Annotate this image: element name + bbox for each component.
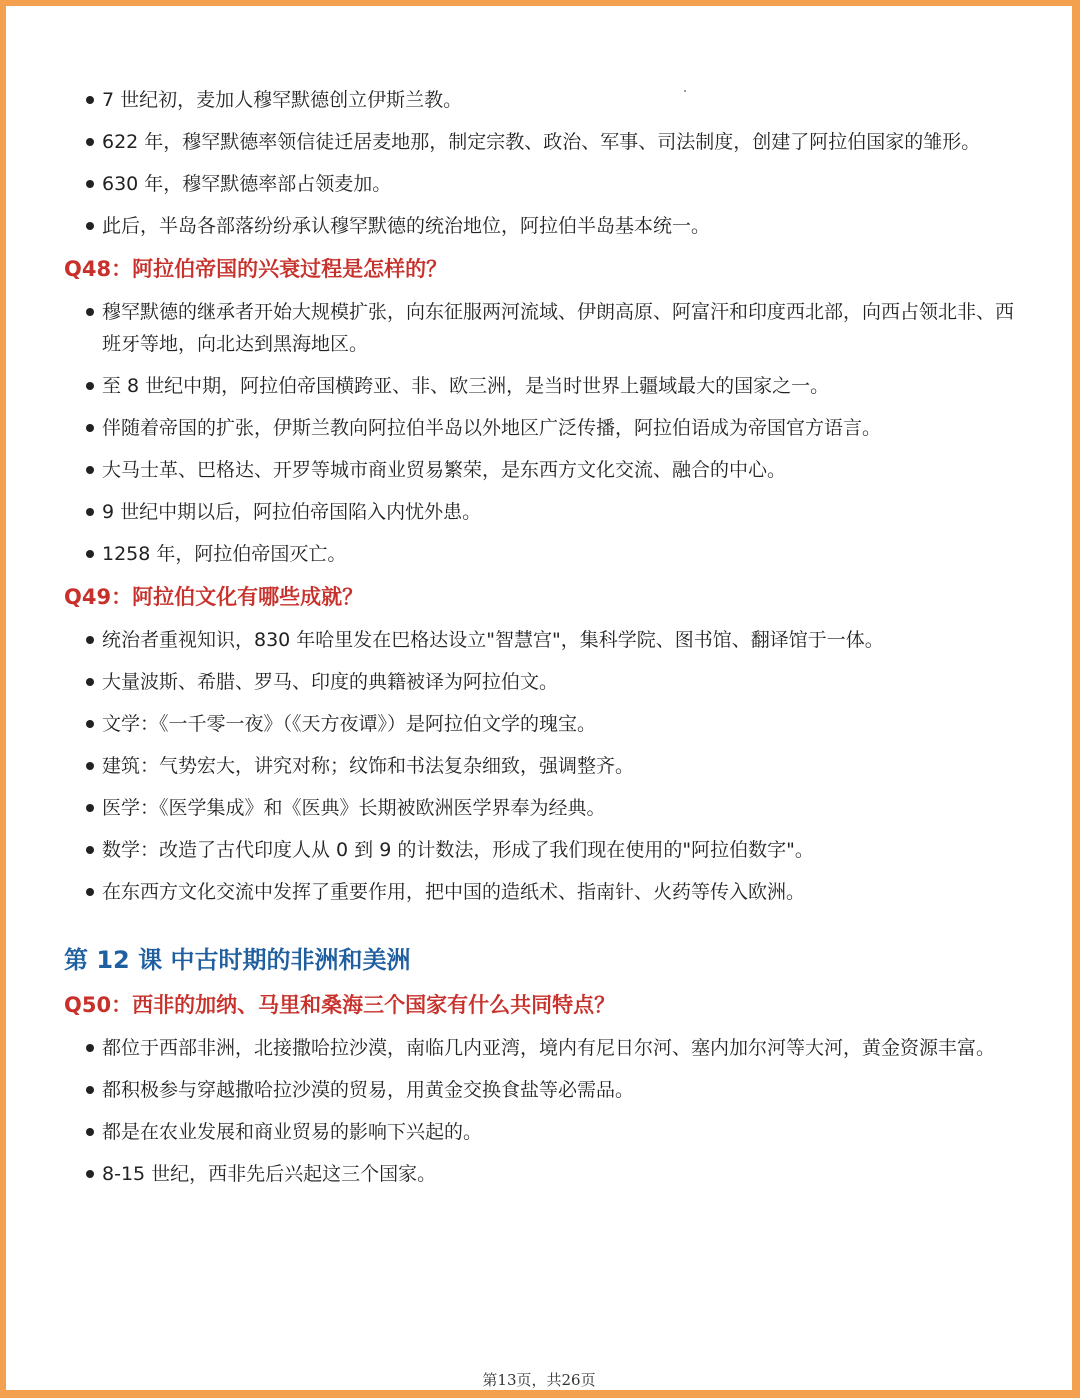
list-item: 都积极参与穿越撒哈拉沙漠的贸易，用黄金交换食盐等必需品。 (62, 1074, 1022, 1106)
q48-list (62, 296, 1022, 570)
intro-list (62, 84, 1022, 242)
question-heading-q50: Q50：西非的加纳、马里和桑海三个国家有什么共同特点？ (64, 993, 616, 1017)
list-item: 在东西方文化交流中发挥了重要作用，把中国的造纸术、指南针、火药等传入欧洲。 (62, 876, 1022, 908)
list-item: 穆罕默德的继承者开始大规模扩张，向东征服两河流域、伊朗高原、阿富汗和印度西北部，向西占领北非、西班牙等地，向北达到黑海地区。 (62, 296, 1022, 360)
list-item: 数学：改造了古代印度人从 0 到 9 的计数法，形成了我们现在使用的"阿拉伯数字"。 (62, 834, 1022, 866)
list-item: 建筑：气势宏大，讲究对称；纹饰和书法复杂细致，强调整齐。 (62, 750, 1022, 782)
list-item: 至 8 世纪中期，阿拉伯帝国横跨亚、非、欧三洲，是当时世界上疆域最大的国家之一。 (62, 370, 1022, 402)
q49-list (62, 624, 1022, 908)
list-item: 9 世纪中期以后，阿拉伯帝国陷入内忧外患。 (62, 496, 1022, 528)
list-item: 此后，半岛各部落纷纷承认穆罕默德的统治地位，阿拉伯半岛基本统一。 (62, 210, 1022, 242)
lesson-heading: 第 12 课 中古时期的非洲和美洲 (64, 946, 411, 974)
document-content (62, 84, 1022, 1200)
document-page (6, 6, 1072, 1390)
list-item: 622 年，穆罕默德率领信徒迁居麦地那，制定宗教、政治、军事、司法制度，创建了阿拉伯国家的雏形。 (62, 126, 1022, 158)
list-item: 大马士革、巴格达、开罗等城市商业贸易繁荣，是东西方文化交流、融合的中心。 (62, 454, 1022, 486)
page-number: 第13页，共26页 (482, 1371, 596, 1389)
list-item: 大量波斯、希腊、罗马、印度的典籍被译为阿拉伯文。 (62, 666, 1022, 698)
list-item: 8-15 世纪，西非先后兴起这三个国家。 (62, 1158, 1022, 1190)
q50-list (62, 1032, 1022, 1190)
list-item: 1258 年，阿拉伯帝国灭亡。 (62, 538, 1022, 570)
list-item: 630 年，穆罕默德率部占领麦加。 (62, 168, 1022, 200)
list-item: 都是在农业发展和商业贸易的影响下兴起的。 (62, 1116, 1022, 1148)
list-item: 统治者重视知识，830 年哈里发在巴格达设立"智慧宫"，集科学院、图书馆、翻译馆于一体。 (62, 624, 1022, 656)
question-heading-q49: Q49：阿拉伯文化有哪些成就？ (64, 585, 364, 609)
list-item: 文学：《一千零一夜》（《天方夜谭》）是阿拉伯文学的瑰宝。 (62, 708, 1022, 740)
list-item: 7 世纪初，麦加人穆罕默德创立伊斯兰教。 (62, 84, 1022, 116)
list-item: 都位于西部非洲，北接撒哈拉沙漠，南临几内亚湾，境内有尼日尔河、塞内加尔河等大河，黄金资源丰富。 (62, 1032, 1022, 1064)
list-item: 医学：《医学集成》和《医典》长期被欧洲医学界奉为经典。 (62, 792, 1022, 824)
list-item: 伴随着帝国的扩张，伊斯兰教向阿拉伯半岛以外地区广泛传播，阿拉伯语成为帝国官方语言。 (62, 412, 1022, 444)
question-heading-q48: Q48：阿拉伯帝国的兴衰过程是怎样的？ (64, 257, 448, 281)
